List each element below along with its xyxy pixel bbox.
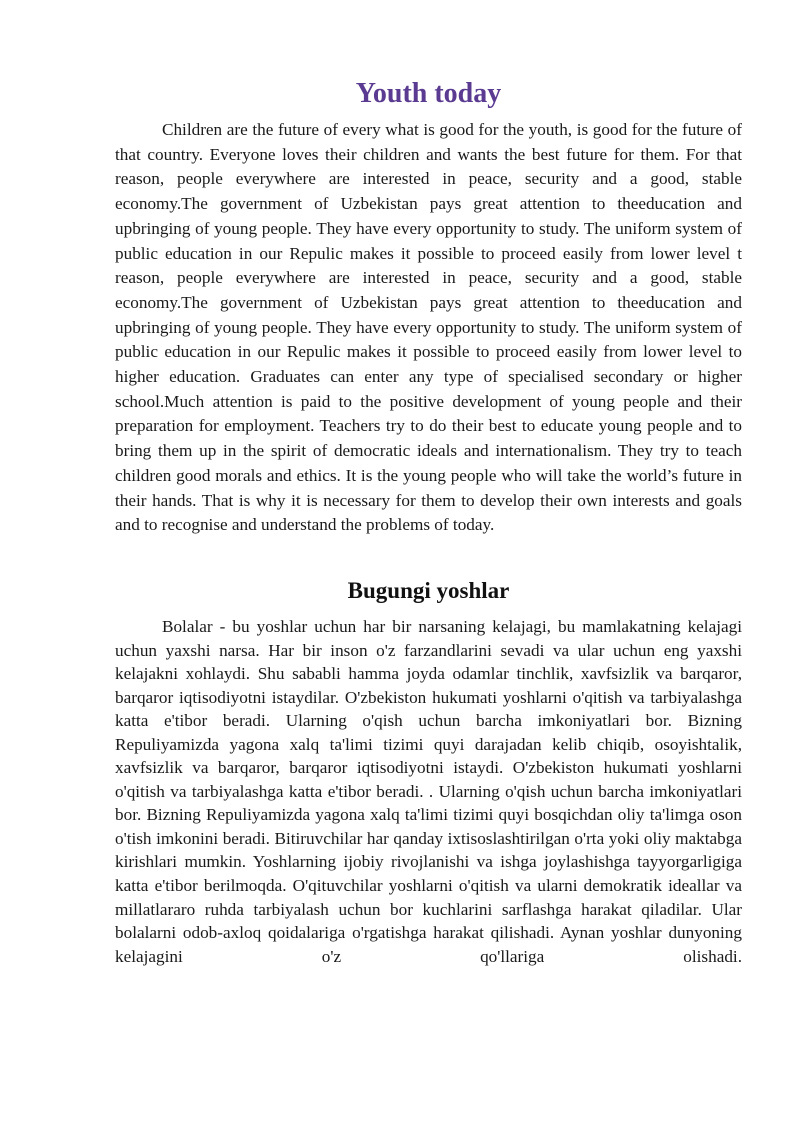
uzbek-title: Bugungi yoshlar xyxy=(347,577,510,603)
document-content xyxy=(115,74,742,968)
section-spacer xyxy=(115,538,742,573)
uzbek-paragraph: Bolalar - bu yoshlar uchun har bir narsaning kelajagi, bu mamlakatning kelajagi uchun yaxshi narsa. Har bir inson o'z farzandlarini sevadi va ular uchun eng yaxshi kelajakni xohlaydi. Shu sababli hamma joyda odamlar tinchlik, xavfsizlik va barqaror, barqaror iqtisodiyotni istaydilar. O'zbekiston hukumati yoshlarni o'qitish va tarbiyalashga katta e'tibor beradi. Ularning o'qish uchun barcha imkoniyatlari bor. Bizning Repuliyamizda yagona xalq ta'limi tizimi quyi darajadan kelib chiqib, osoyishtalik, xavfsizlik va barqaror, barqaror iqtisodiyotni istaydi. O'zbekiston hukumati yoshlarni o'qitish va tarbiyalashga katta e'tibor beradi. . Ularning o'qish uchun barcha imkoniyatlari bor. Bizning Repuliyamizda yagona xalq ta'limi tizimi quyi bosqichdan oliy ta'limga oson o'tish imkonini beradi. Bitiruvchilar har qanday ixtisoslashtirilgan o'rta yoki oliy maktabga kirishlari mumkin. Yoshlarning ijobiy rivojlanishi va ishga joylashishga tayyorgarligiga katta e'tibor berilmoqda. O'qituvchilar yoshlarni o'qitish va ularni demokratik ideallar va millatlararo ruhda tarbiyalash uchun bor kuchlarini sarflashga harakat qiladilar. Ular bolalarni odob-axloq qoidalariga o'rgatishga harakat qilishadi. Aynan yoshlar dunyoning kelajagini o'z qo'llariga olishadi. xyxy=(115,616,742,966)
english-title: Youth today xyxy=(355,78,502,109)
english-paragraph: Children are the future of every what is good for the youth, is good for the future of that country. Everyone loves their children and wants the best future for them. For that reason, people everywhere are interested in peace, security and a good, stable economy.The government of Uzbekistan pays great attention to theeducation and upbringing of young people. They have every opportunity to study. The uniform system of public education in our Repulic makes it possible to proceed easily from lower level t reason, people everywhere are interested in peace, security and a good, stable economy.The government of Uzbekistan pays great attention to theeducation and upbringing of young people. They have every opportunity to study. The uniform system of public education in our Repulic makes it possible to proceed easily from lower level to higher education. Graduates can enter any type of specialised secondary or higher school.Much attention is paid to the positive development of young people and their preparation for employment. Teachers try to do their best to educate young people and to bring them up in the spirit of democratic ideals and internationalism. They try to teach children good morals and ethics. It is the young people who will take the world’s future in their hands. That is why it is necessary for them to develop their own interests and goals and to recognise and understand the problems of today. xyxy=(115,120,742,535)
